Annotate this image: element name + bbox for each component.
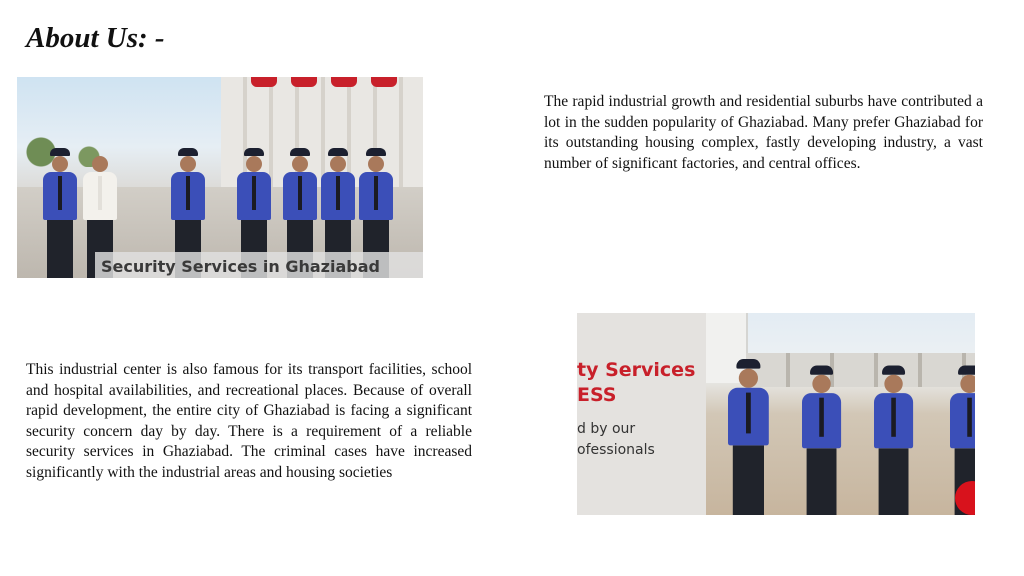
banner-headline-2: ESS xyxy=(577,384,617,406)
intro-paragraph: The rapid industrial growth and residential suburbs have contributed a lot in the sudden popularity of Ghaziabad. Many prefer Ghaziabad for its outstanding housing complex, fastly developing industry, a vast number of significant factories, and central offices. xyxy=(544,93,983,172)
security-concern-paragraph: This industrial center is also famous for its transport facilities, school and hospital availabilities, and recreational places. Because of overall rapid development, the entire city of Ghaziabad is facing a significant security concern day by day. There is a requirement of a reliable security services in Ghaziabad. The criminal cases have increased significantly with the industrial areas and housing societies xyxy=(26,361,472,481)
trees-background xyxy=(17,117,137,167)
security-guards-photo xyxy=(17,77,423,278)
trucks-background xyxy=(746,353,975,387)
badge-icon xyxy=(331,77,357,87)
security-services-banner xyxy=(577,313,975,515)
badge-icon xyxy=(251,77,277,87)
page-title: About Us: - xyxy=(26,22,165,54)
banner-subtext: d by our xyxy=(577,421,636,437)
guard-figure xyxy=(728,359,769,515)
guards-scene xyxy=(706,313,975,515)
banner-subtext-2: ofessionals xyxy=(577,442,655,458)
badge-icon xyxy=(291,77,317,87)
photo-caption: Security Services in Ghaziabad xyxy=(101,257,380,276)
feature-badges xyxy=(251,77,397,87)
guard-figure xyxy=(874,366,913,516)
banner-headline: ty Services xyxy=(577,359,696,381)
badge-icon xyxy=(371,77,397,87)
guard-figure xyxy=(802,366,841,516)
guard-figure xyxy=(43,148,77,278)
